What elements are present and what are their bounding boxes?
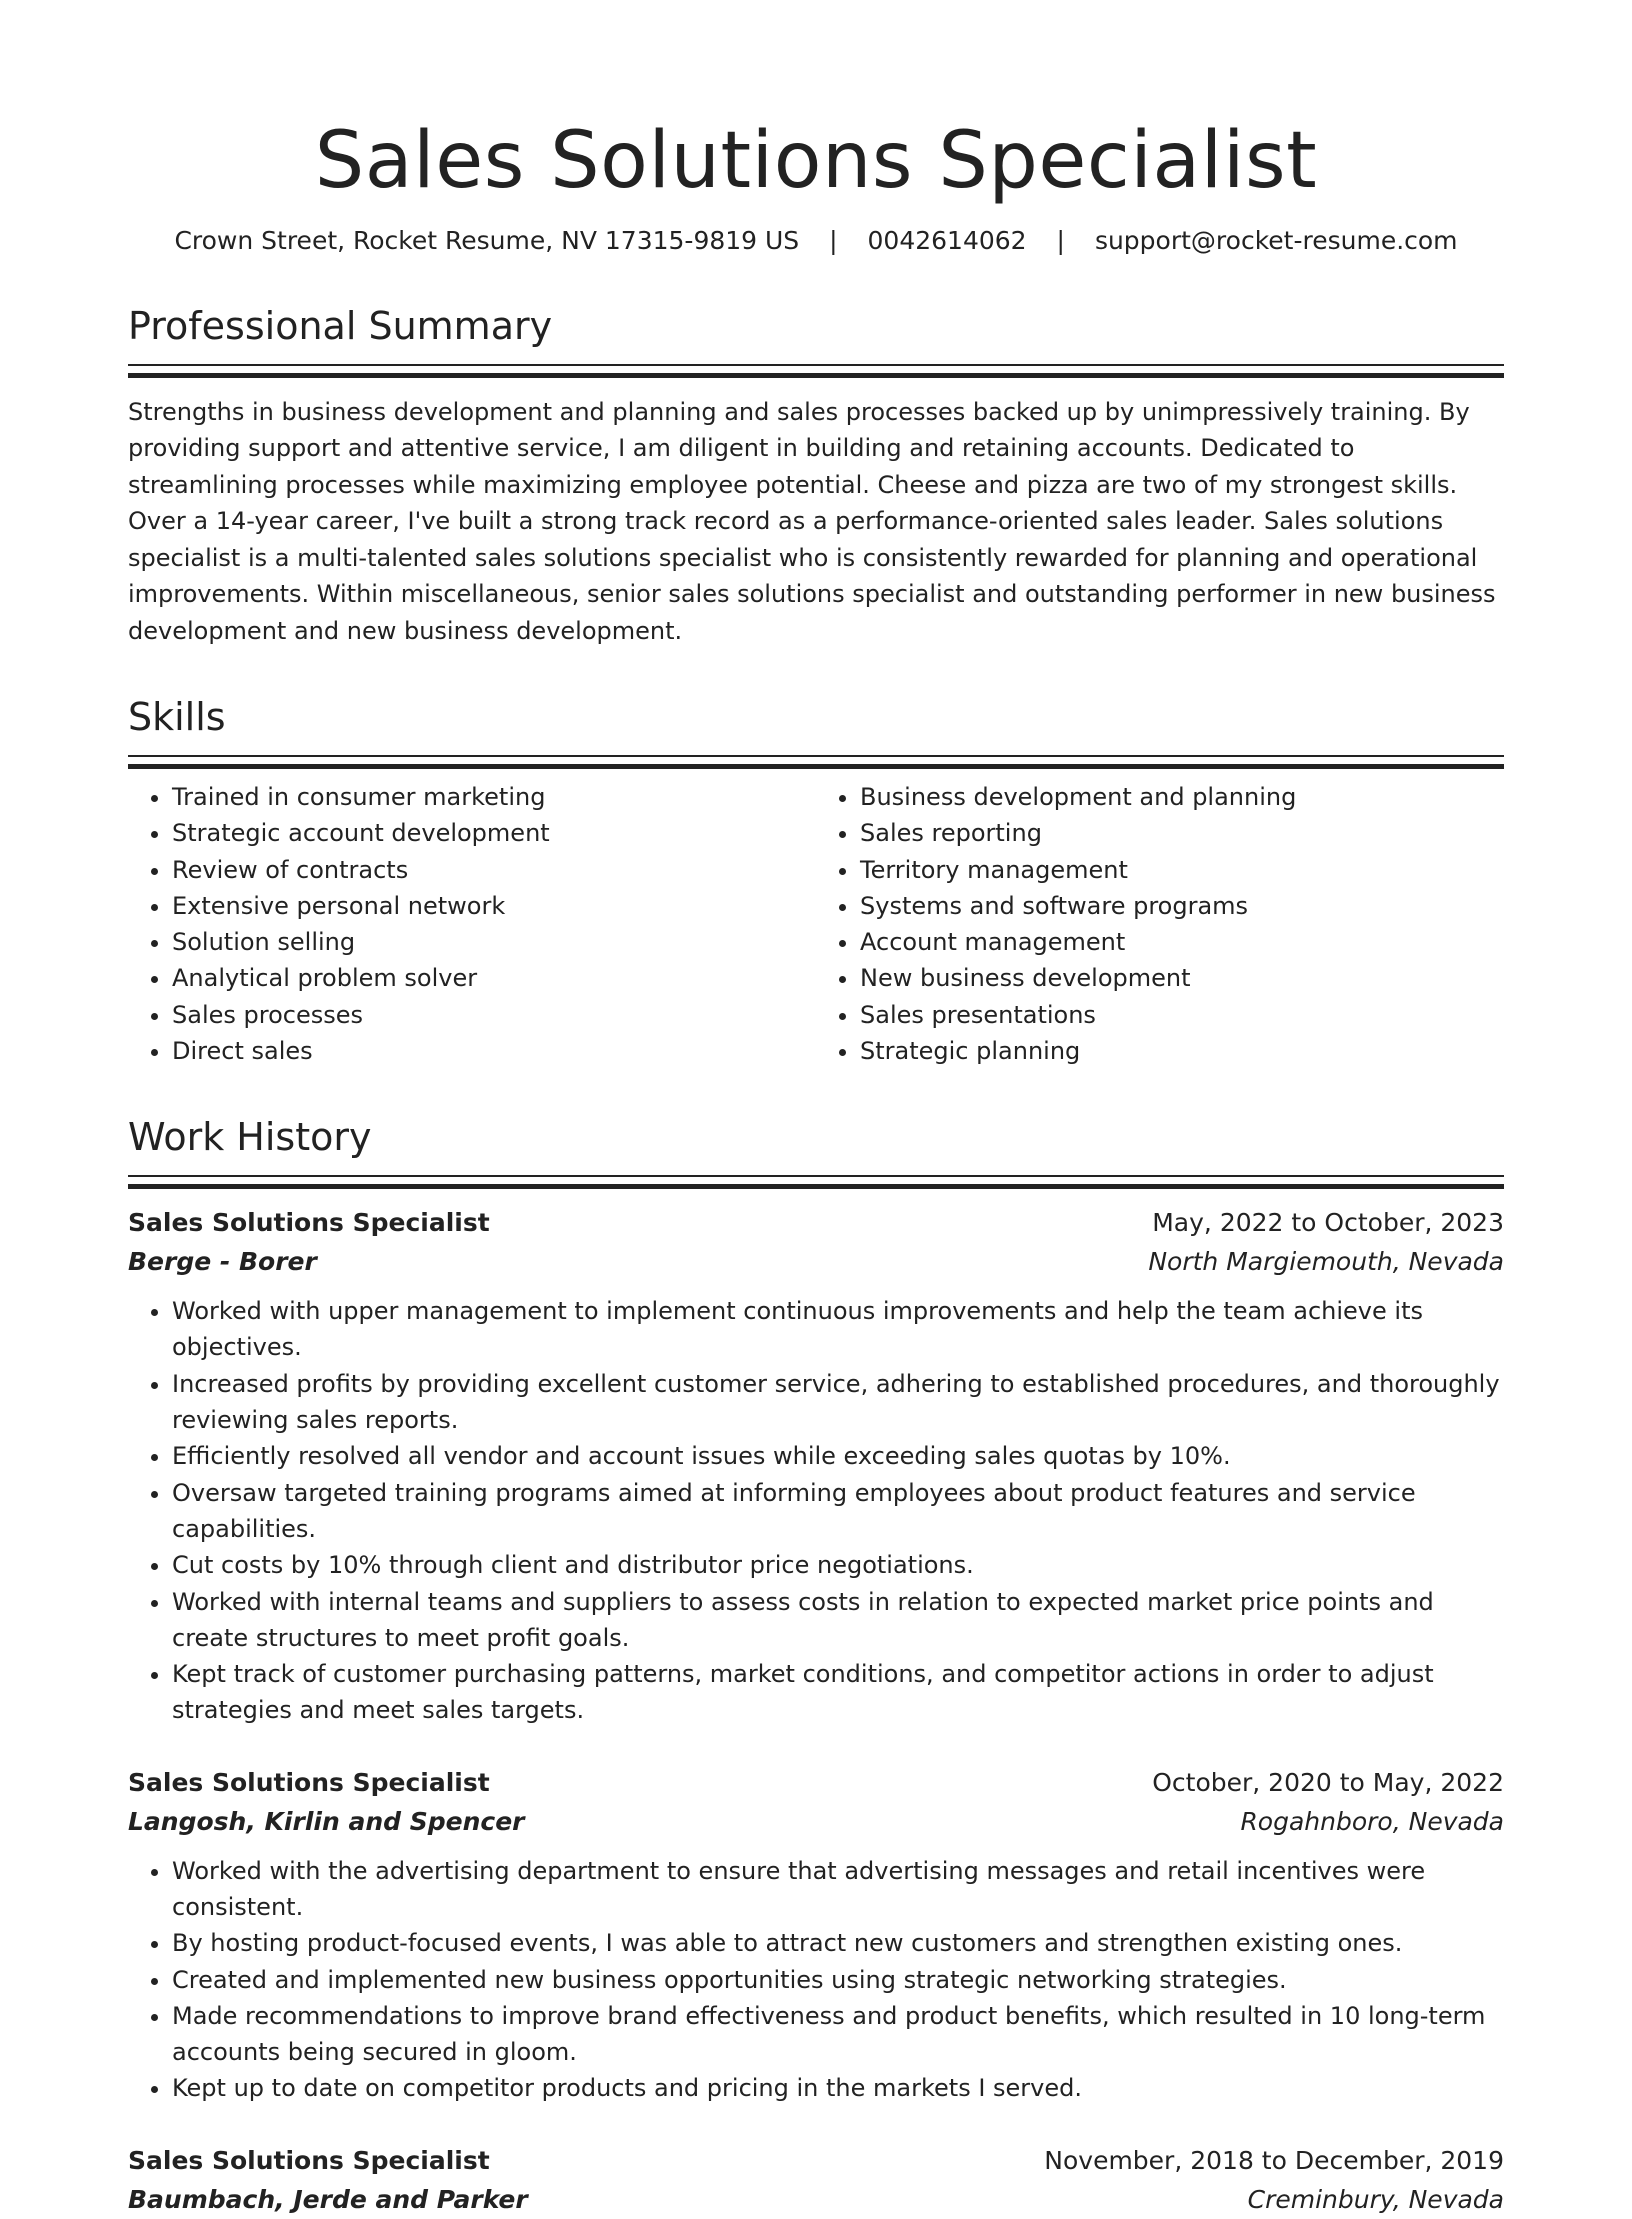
job-company: Langosh, Kirlin and Spencer	[128, 1806, 525, 1836]
job-duty-item: • Created and implemented new business opportunities using strategic networking strategies.	[172, 1962, 1504, 1998]
job-duty-item: • Worked with upper management to implement continuous improvements and help the team achieve its objectives.	[172, 1293, 1504, 1366]
skills-list-right	[816, 779, 1504, 1069]
section-divider	[128, 755, 1504, 769]
job-duty-item: • Worked with internal teams and suppliers to assess costs in relation to expected market price points and create structures to meet profit goals.	[172, 1584, 1504, 1657]
skill-item: • Territory management	[860, 852, 1504, 888]
job-duty-item: • Kept up to date on competitor products and pricing in the markets I served.	[172, 2070, 1504, 2106]
skills-list-left	[128, 779, 816, 1069]
work-history-heading: Work History	[128, 1115, 372, 1160]
skill-item: • Trained in consumer marketing	[172, 779, 816, 815]
skill-item: • Sales reporting	[860, 815, 1504, 851]
summary-section	[128, 303, 1504, 649]
job-dates: October, 2020 to May, 2022	[1152, 1767, 1504, 1797]
skills-heading: Skills	[128, 695, 226, 740]
job-employer-row	[128, 1802, 1504, 1841]
skill-item: • Strategic planning	[860, 1033, 1504, 1069]
job-dates: May, 2022 to October, 2023	[1152, 1208, 1504, 1238]
contact-separator: |	[829, 226, 838, 256]
skill-item: • Extensive personal network	[172, 888, 816, 924]
job-duty-item: • By hosting product-focused events, I was able to attract new customers and strengthen existing ones.	[172, 1925, 1504, 1961]
contact-email: support@rocket-resume.com	[1094, 226, 1458, 256]
job-duties	[128, 1293, 1504, 1729]
job-location: North Margiemouth, Nevada	[1148, 1247, 1504, 1277]
skill-item: • Business development and planning	[860, 779, 1504, 815]
skill-item: • New business development	[860, 960, 1504, 996]
skills-columns	[128, 779, 1504, 1069]
contact-line	[128, 225, 1504, 258]
job-duty-item: • Worked with the advertising department to ensure that advertising messages and retail incentives were consistent.	[172, 1853, 1504, 1926]
job-title: Sales Solutions Specialist	[128, 1767, 490, 1797]
skill-item: • Direct sales	[172, 1033, 816, 1069]
job-company: Berge - Borer	[128, 1247, 317, 1277]
summary-text: Strengths in business development and planning and sales processes backed up by unimpressively training. By providing support and attentive service, I am diligent in building and retaining accounts. Dedicated to streamlining processes while maximizing employee potential. Cheese and pizza are two of my strongest skills. Over a 14-year career, I've built a strong track record as a performance-oriented sales leader. Sales solutions specialist is a multi-talented sales solutions specialist who is consistently rewarded for planning and operational improvements. Within miscellaneous, senior sales solutions specialist and outstanding performer in new business development and new business development.	[128, 397, 1496, 645]
job-entry	[128, 1763, 1504, 2107]
job-title: Sales Solutions Specialist	[128, 2145, 490, 2175]
job-header-row	[128, 1763, 1504, 1802]
job-duty-item: • Efficiently resolved all vendor and account issues while exceeding sales quotas by 10%.	[172, 1438, 1504, 1474]
resume-title: Sales Solutions Specialist	[314, 116, 1318, 206]
job-entry	[128, 2141, 1504, 2219]
contact-phone: 0042614062	[867, 226, 1027, 256]
contact-separator: |	[1056, 226, 1065, 256]
job-location: Rogahnboro, Nevada	[1240, 1806, 1504, 1836]
job-company: Baumbach, Jerde and Parker	[128, 2184, 528, 2214]
work-history-section	[128, 1117, 1504, 2218]
skill-item: • Account management	[860, 924, 1504, 960]
skill-item: • Review of contracts	[172, 852, 816, 888]
job-header-row	[128, 2141, 1504, 2180]
job-entry	[128, 1203, 1504, 1729]
job-duty-item: • Increased profits by providing excellent customer service, adhering to established procedures, and thoroughly reviewing sales reports.	[172, 1366, 1504, 1439]
section-divider	[128, 1175, 1504, 1189]
job-duty-item: • Oversaw targeted training programs aimed at informing employees about product features and service capabilities.	[172, 1475, 1504, 1548]
contact-address: Crown Street, Rocket Resume, NV 17315-9819 US	[174, 226, 800, 256]
skill-item: • Systems and software programs	[860, 888, 1504, 924]
job-duty-item: • Kept track of customer purchasing patterns, market conditions, and competitor actions in order to adjust strategies and meet sales targets.	[172, 1656, 1504, 1729]
job-duty-item: • Cut costs by 10% through client and distributor price negotiations.	[172, 1547, 1504, 1583]
summary-heading: Professional Summary	[128, 303, 553, 348]
resume-header	[128, 118, 1504, 258]
job-header-row	[128, 1203, 1504, 1242]
skill-item: • Solution selling	[172, 924, 816, 960]
skills-section	[128, 697, 1504, 1069]
skill-item: • Sales processes	[172, 997, 816, 1033]
job-location: Creminbury, Nevada	[1247, 2184, 1504, 2214]
job-duties	[128, 1853, 1504, 2107]
job-employer-row	[128, 1242, 1504, 1281]
job-employer-row	[128, 2180, 1504, 2219]
job-title: Sales Solutions Specialist	[128, 1208, 490, 1238]
skill-item: • Strategic account development	[172, 815, 816, 851]
section-divider	[128, 364, 1504, 378]
job-duty-item: • Made recommendations to improve brand effectiveness and product benefits, which resulted in 10 long-term accounts being secured in gloom.	[172, 1998, 1504, 2071]
skill-item: • Sales presentations	[860, 997, 1504, 1033]
skill-item: • Analytical problem solver	[172, 960, 816, 996]
job-dates: November, 2018 to December, 2019	[1044, 2145, 1504, 2175]
